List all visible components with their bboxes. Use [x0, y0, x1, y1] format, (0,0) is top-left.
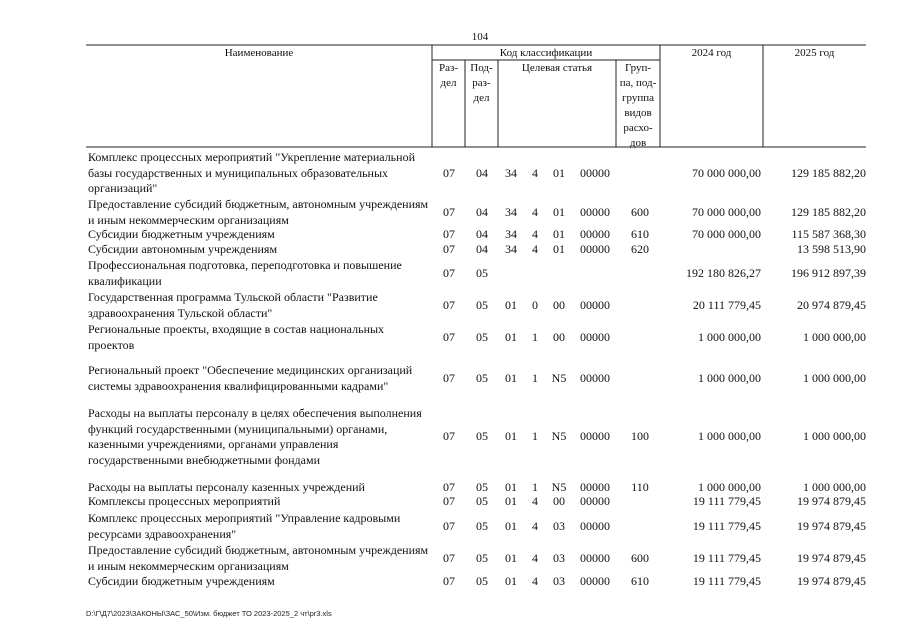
cell-cs3: 00	[553, 494, 565, 508]
cell-y2025: 1 000 000,00	[803, 370, 866, 385]
cell-y2025: 129 185 882,20	[791, 165, 866, 180]
cell-pr: 05	[476, 518, 488, 533]
cell-cs3: N5	[551, 370, 567, 385]
cell-cs4: 00000	[580, 242, 610, 256]
cell-y2025: 19 974 879,45	[797, 494, 866, 508]
cell-cs4: 00000	[580, 429, 610, 444]
table-row	[0, 363, 905, 394]
cell-cs2: 1	[532, 480, 538, 494]
cell-y2025: 129 185 882,20	[791, 204, 866, 219]
cell-cs4: 00000	[580, 494, 610, 508]
table-row	[0, 227, 905, 242]
cell-rz: 07	[443, 227, 455, 241]
cell-cs1: 01	[505, 429, 517, 444]
cell-y2025: 1 000 000,00	[803, 329, 866, 344]
cell-cs3: 03	[553, 550, 565, 565]
cell-cs1: 34	[505, 204, 517, 219]
cell-cs2: 4	[532, 242, 538, 256]
cell-y2024: 70 000 000,00	[692, 204, 761, 219]
cell-pr: 05	[476, 480, 488, 494]
cell-pr: 05	[476, 550, 488, 565]
table-row	[0, 494, 905, 509]
cell-cs2: 0	[532, 297, 538, 312]
cell-rz: 07	[443, 494, 455, 508]
cell-cs2: 1	[532, 370, 538, 385]
header-target-article: Целевая статья	[521, 62, 593, 74]
row-name: Расходы на выплаты персоналу в целях обеспечения выполнения функций государственными (муниципальными) органами, казенными учреждениями, органами управления государственными внебюджетными фондами	[88, 406, 422, 467]
cell-vr: 620	[631, 242, 649, 256]
cell-y2024: 192 180 826,27	[686, 265, 761, 280]
cell-cs1: 01	[505, 494, 517, 508]
cell-rz: 07	[443, 574, 455, 588]
cell-pr: 05	[476, 329, 488, 344]
cell-rz: 07	[443, 370, 455, 385]
cell-cs2: 4	[532, 550, 538, 565]
cell-y2024: 19 111 779,45	[692, 518, 761, 533]
row-name: Профессиональная подготовка, переподготовка и повышение квалификации	[88, 258, 402, 288]
cell-cs1: 34	[505, 227, 517, 241]
row-name: Комплекс процессных мероприятий "Управление кадровыми ресурсами здравоохранения"	[88, 511, 401, 541]
table-row	[0, 322, 905, 353]
table-row	[0, 543, 905, 574]
row-name: Субсидии бюджетным учреждениям	[88, 574, 275, 588]
cell-y2024: 1 000 000,00	[698, 429, 761, 444]
cell-cs1: 01	[505, 329, 517, 344]
cell-pr: 04	[476, 165, 488, 180]
cell-cs2: 4	[532, 574, 538, 588]
cell-rz: 07	[443, 480, 455, 494]
cell-cs1: 34	[505, 242, 517, 256]
cell-cs3: 00	[553, 329, 565, 344]
cell-y2024: 1 000 000,00	[698, 370, 761, 385]
cell-pr: 05	[476, 297, 488, 312]
cell-cs2: 4	[532, 165, 538, 180]
cell-cs3: 01	[553, 165, 565, 180]
cell-pr: 05	[476, 370, 488, 385]
header-expense-group: Груп- па, под- группа видов расхо- дов	[619, 62, 657, 149]
table-row	[0, 258, 905, 289]
header-year-2025: 2025 год	[794, 47, 835, 59]
row-name: Государственная программа Тульской области "Развитие здравоохранения Тульской области"	[88, 290, 378, 320]
header-section: Раз- дел	[438, 62, 458, 89]
header-name: Наименование	[224, 47, 294, 59]
cell-vr: 100	[631, 429, 649, 444]
row-name: Региональный проект "Обеспечение медицинских организаций системы здравоохранения квалифицированными кадрами"	[88, 363, 413, 393]
table-row	[0, 197, 905, 228]
cell-cs1: 01	[505, 518, 517, 533]
cell-cs2: 4	[532, 227, 538, 241]
cell-vr: 610	[631, 227, 649, 241]
cell-y2025: 19 974 879,45	[797, 550, 866, 565]
cell-cs1: 01	[505, 550, 517, 565]
cell-cs1: 01	[505, 370, 517, 385]
cell-cs3: 00	[553, 297, 565, 312]
cell-cs2: 4	[532, 204, 538, 219]
cell-cs4: 00000	[580, 518, 610, 533]
cell-rz: 07	[443, 204, 455, 219]
cell-y2024: 70 000 000,00	[692, 165, 761, 180]
cell-y2025: 115 587 368,30	[791, 227, 866, 241]
cell-vr: 110	[631, 480, 649, 494]
footer-file-path: D:\Г\Д7\2023\ЗАКОНЫ\ЗАС_50\Изм. бюджет ТО 2023-2025_2 чт\pr3.xls	[86, 609, 332, 618]
cell-y2024: 19 111 779,45	[692, 550, 761, 565]
header-classification-code: Код классификации	[499, 47, 593, 59]
cell-y2024: 20 111 779,45	[692, 297, 761, 312]
table-row	[0, 150, 905, 196]
cell-cs3: 03	[553, 518, 565, 533]
cell-y2024: 70 000 000,00	[692, 227, 761, 241]
row-name: Предоставление субсидий бюджетным, автономным учреждениям и иным некоммерческим организациям	[88, 197, 429, 227]
cell-rz: 07	[443, 550, 455, 565]
cell-rz: 07	[443, 429, 455, 444]
page-number: 104	[471, 31, 489, 43]
row-name: Региональные проекты, входящие в состав национальных проектов	[88, 322, 385, 352]
cell-y2025: 1 000 000,00	[803, 480, 866, 494]
header-year-2024: 2024 год	[691, 47, 732, 59]
table-row	[0, 242, 905, 257]
cell-cs3: N5	[551, 429, 567, 444]
row-name: Предоставление субсидий бюджетным, автономным учреждениям и иным некоммерческим организациям	[88, 543, 429, 573]
cell-rz: 07	[443, 518, 455, 533]
cell-pr: 05	[476, 494, 488, 508]
cell-pr: 05	[476, 429, 488, 444]
cell-y2025: 1 000 000,00	[803, 429, 866, 444]
cell-cs4: 00000	[580, 370, 610, 385]
cell-cs1: 01	[505, 574, 517, 588]
cell-vr: 610	[631, 574, 649, 588]
cell-cs2: 1	[532, 429, 538, 444]
cell-pr: 04	[476, 204, 488, 219]
cell-cs1: 01	[505, 480, 517, 494]
cell-rz: 07	[443, 329, 455, 344]
cell-y2025: 20 974 879,45	[797, 297, 866, 312]
cell-pr: 04	[476, 227, 488, 241]
cell-pr: 04	[476, 242, 488, 256]
row-name: Комплекс процессных мероприятий "Укрепление материальной базы государственных и муниципальных образовательных организаций"	[88, 150, 415, 195]
table-row	[0, 574, 905, 589]
cell-rz: 07	[443, 297, 455, 312]
cell-cs3: 03	[553, 574, 565, 588]
row-name: Субсидии бюджетным учреждениям	[88, 227, 275, 241]
table-row	[0, 290, 905, 321]
cell-cs4: 00000	[580, 574, 610, 588]
row-name: Комплексы процессных мероприятий	[88, 494, 281, 508]
cell-cs3: 01	[553, 204, 565, 219]
cell-cs2: 4	[532, 518, 538, 533]
cell-cs1: 34	[505, 165, 517, 180]
cell-y2024: 19 111 779,45	[692, 574, 761, 588]
cell-cs1: 01	[505, 297, 517, 312]
table-row	[0, 511, 905, 542]
row-name: Расходы на выплаты персоналу казенных учреждений	[88, 480, 365, 494]
cell-cs2: 1	[532, 329, 538, 344]
cell-cs4: 00000	[580, 165, 610, 180]
cell-vr: 600	[631, 550, 649, 565]
table-row	[0, 406, 905, 468]
cell-cs2: 4	[532, 494, 538, 508]
table-row	[0, 480, 905, 495]
cell-y2024: 19 111 779,45	[692, 494, 761, 508]
cell-y2024: 1 000 000,00	[698, 329, 761, 344]
cell-y2025: 19 974 879,45	[797, 574, 866, 588]
cell-cs3: N5	[551, 480, 567, 494]
cell-y2025: 196 912 897,39	[791, 265, 866, 280]
cell-cs4: 00000	[580, 204, 610, 219]
cell-cs4: 00000	[580, 550, 610, 565]
cell-rz: 07	[443, 242, 455, 256]
cell-y2024: 1 000 000,00	[698, 480, 761, 494]
cell-rz: 07	[443, 265, 455, 280]
cell-cs4: 00000	[580, 297, 610, 312]
cell-cs3: 01	[553, 242, 565, 256]
cell-cs4: 00000	[580, 480, 610, 494]
cell-rz: 07	[443, 165, 455, 180]
cell-cs3: 01	[553, 227, 565, 241]
cell-y2025: 13 598 513,90	[797, 242, 866, 256]
cell-pr: 05	[476, 265, 488, 280]
cell-cs4: 00000	[580, 227, 610, 241]
cell-y2025: 19 974 879,45	[797, 518, 866, 533]
cell-vr: 600	[631, 204, 649, 219]
header-subsection: Под- раз- дел	[470, 62, 493, 104]
cell-pr: 05	[476, 574, 488, 588]
row-name: Субсидии автономным учреждениям	[88, 242, 278, 256]
cell-cs4: 00000	[580, 329, 610, 344]
